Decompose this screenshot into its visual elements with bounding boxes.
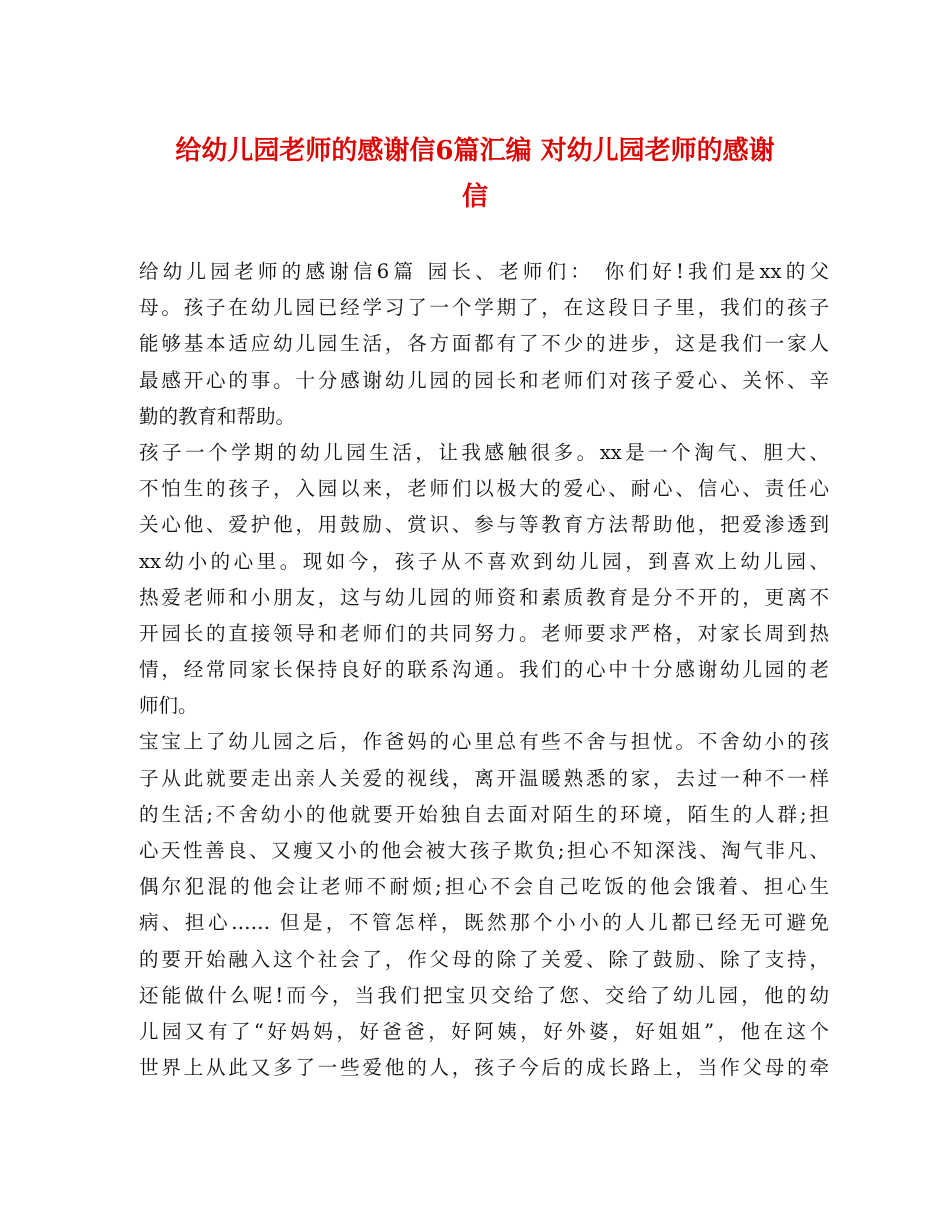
body-line: 孩子一个学期的幼儿园生活，让我感触很多。xx是一个淘气、胆大、 <box>139 440 829 464</box>
body-line: 世界上从此又多了一些爱他的人，孩子今后的成长路上，当作父母的牵 <box>139 1056 829 1080</box>
body-line: 勤的教育和帮助。 <box>139 404 296 428</box>
body-line: 儿园又有了“好妈妈，好爸爸，好阿姨，好外婆，好姐姐”，他在这个 <box>139 1019 829 1043</box>
body-line: 病、担心…… 但是，不管怎样，既然那个小小的人儿都已经无可避免 <box>139 911 829 935</box>
body-line: 能够基本适应幼儿园生活，各方面都有了不少的进步，这是我们一家人 <box>139 332 829 356</box>
body-line: 关心他、爱护他，用鼓励、赏识、参与等教育方法帮助他，把爱渗透到 <box>139 513 829 537</box>
body-line: 宝宝上了幼儿园之后，作爸妈的心里总有些不舍与担忧。不舍幼小的孩 <box>139 730 829 754</box>
body-line: 子从此就要走出亲人关爱的视线，离开温暖熟悉的家，去过一种不一样 <box>139 766 829 790</box>
body-line: 的要开始融入这个社会了，作父母的除了关爱、除了鼓励、除了支持， <box>139 947 829 971</box>
body-line: xx幼小的心里。现如今，孩子从不喜欢到幼儿园，到喜欢上幼儿园、 <box>139 549 829 573</box>
body-line: 不怕生的孩子，入园以来，老师们以极大的爱心、耐心、信心、责任心 <box>139 477 829 501</box>
body-line: 心天性善良、又瘦又小的他会被大孩子欺负;担心不知深浅、淘气非凡、 <box>139 839 829 862</box>
body-line: 给幼儿园老师的感谢信6篇 园长、老师们： 你们好!我们是xx的父 <box>139 260 829 283</box>
document-title <box>130 128 820 220</box>
body-line: 还能做什么呢!而今，当我们把宝贝交给了您、交给了幼儿园，他的幼 <box>139 983 829 1007</box>
body-line: 师们。 <box>139 694 198 718</box>
title-line: 信 <box>461 182 488 212</box>
body-line: 最感开心的事。十分感谢幼儿园的园长和老师们对孩子爱心、关怀、辛 <box>139 368 829 392</box>
body-line: 偶尔犯混的他会让老师不耐烦;担心不会自己吃饭的他会饿着、担心生 <box>139 875 829 899</box>
document-body <box>139 254 829 1086</box>
body-line: 情，经常同家长保持良好的联系沟通。我们的心中十分感谢幼儿园的老 <box>139 658 829 682</box>
body-line: 热爱老师和小朋友，这与幼儿园的师资和素质教育是分不开的，更离不 <box>139 585 829 609</box>
body-line: 的生活;不舍幼小的他就要开始独自去面对陌生的环境，陌生的人群;担 <box>139 802 829 826</box>
title-line: 给幼儿园老师的感谢信6篇汇编 对幼儿园老师的感谢 <box>175 136 775 166</box>
body-line: 母。孩子在幼儿园已经学习了一个学期了，在这段日子里，我们的孩子 <box>139 296 829 320</box>
body-line: 开园长的直接领导和老师们的共同努力。老师要求严格，对家长周到热 <box>139 621 829 645</box>
